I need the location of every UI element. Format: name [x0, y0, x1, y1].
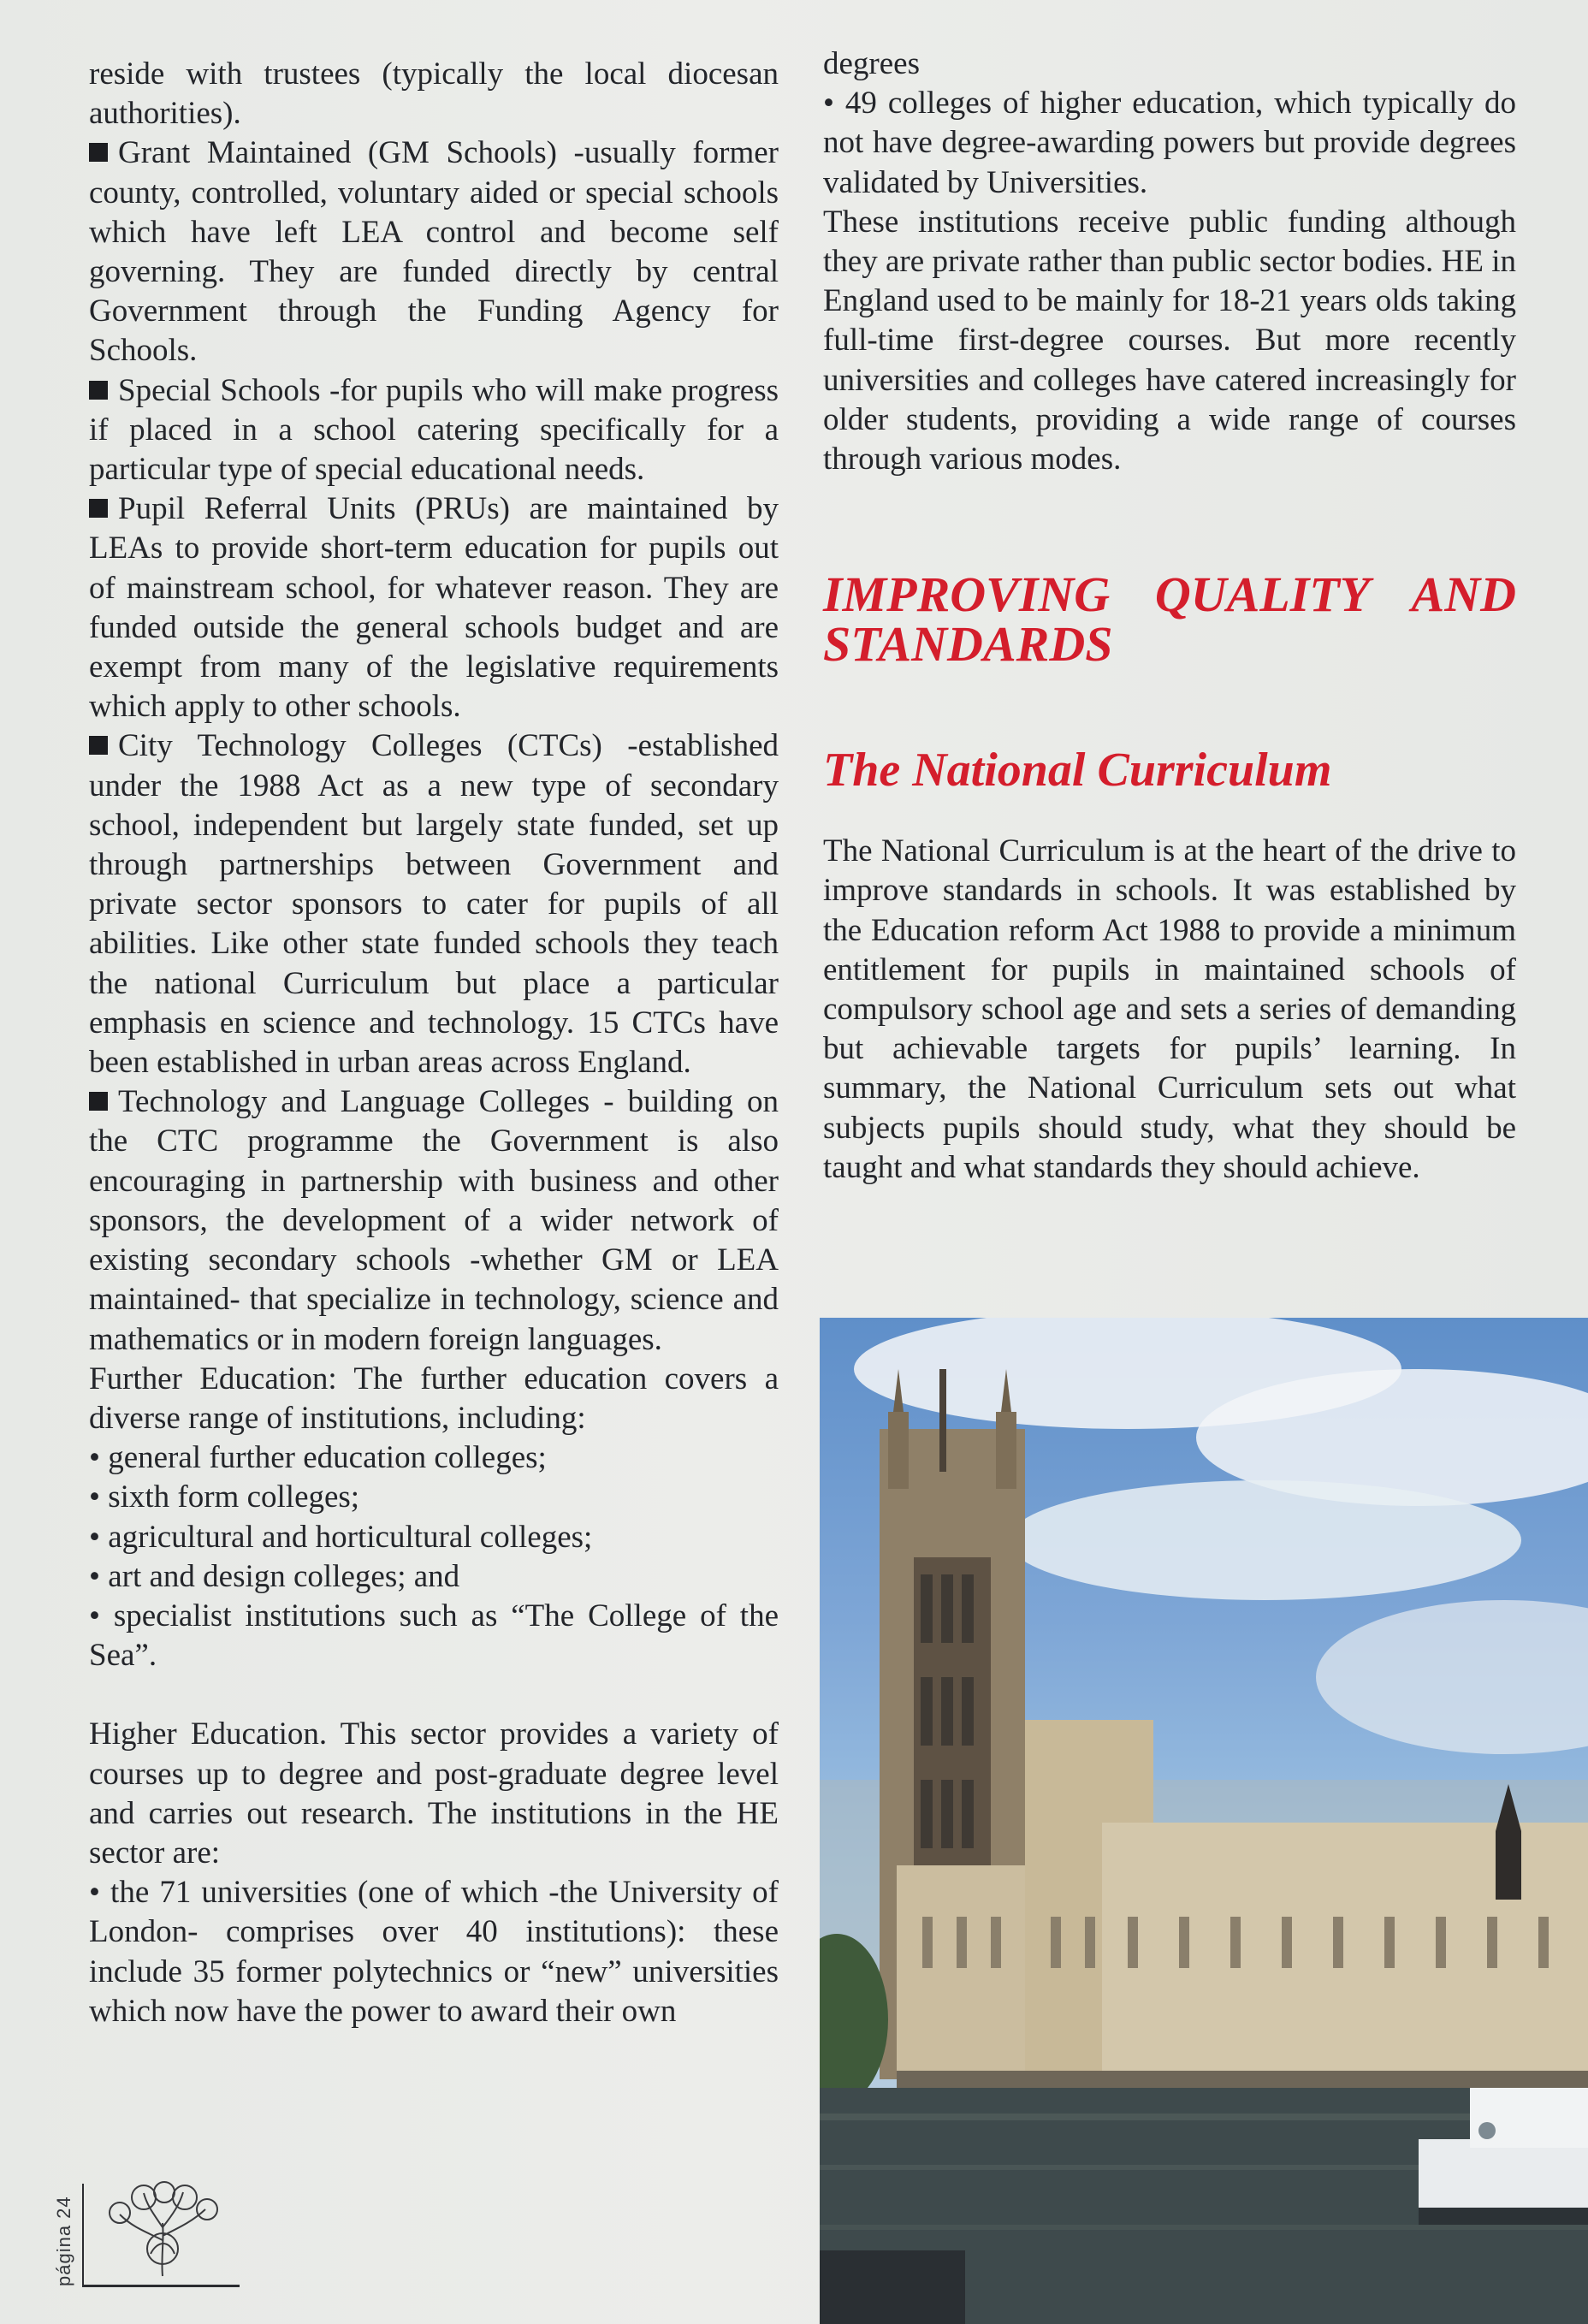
square-bullet-icon	[89, 736, 108, 755]
bullet-item	[89, 133, 779, 371]
bullet-text: Special Schools -for pupils who will make progress if placed in a school catering specifically for a particular type of special educational needs.	[89, 372, 779, 488]
list-item: • specialist institutions such as “The College of the Sea”.	[89, 1598, 779, 1674]
bullet-item	[89, 1082, 779, 1359]
subsection-heading: The National Curriculum	[823, 744, 1332, 797]
footer-rule	[82, 2285, 240, 2287]
list-item: • 49 colleges of higher education, which typically do not have degree-awarding powers but provide degrees validated by Universities.	[823, 86, 1516, 200]
paragraph: The National Curriculum is at the heart of the drive to improve standards in schools. It was established by the Education reform Act 1988 to provide a minimum entitlement for pupils in maintained schools of compulsory school age and sets a series of demanding but achievable targets for pupils’ learning. In summary, the National Curriculum sets out what subjects pupils should study, what they should be taught and what standards they should achieve.	[823, 833, 1516, 1185]
bullet-item	[89, 371, 779, 490]
tree-logo-icon	[94, 2180, 231, 2281]
right-column	[823, 44, 1516, 1188]
continued-text: degrees	[823, 46, 920, 81]
square-bullet-icon	[89, 499, 108, 518]
list-item: • agricultural and horticultural colleges;	[89, 1519, 593, 1555]
paragraph: Further Education: The further education covers a diverse range of institutions, including:	[89, 1361, 779, 1436]
bullet-text: Technology and Language Colleges - building on the CTC programme the Government is also encouraging in partnership with business and other sponsors, the development of a wider network of existing secondary schools -whether GM or LEA maintained- that specialize in technology, science and mathematics or in modern foreign languages.	[89, 1084, 779, 1357]
square-bullet-icon	[89, 1092, 108, 1111]
footer-rule	[82, 2184, 84, 2286]
list-item: • art and design colleges; and	[89, 1558, 460, 1594]
bullet-item	[89, 726, 779, 1082]
list-item: • the 71 universities (one of which -the University of London- comprises over 40 institutions): these include 35 former polytechnics or “new” universities which now have the power to award their own	[89, 1875, 779, 2029]
bullet-item	[89, 489, 779, 726]
page-number: página 24	[53, 2196, 74, 2286]
left-column	[89, 55, 779, 2031]
square-bullet-icon	[89, 143, 108, 162]
section-heading: IMPROVING QUALITY AND STANDARDS	[823, 566, 1516, 673]
bullet-text: Grant Maintained (GM Schools) -usually former county, controlled, voluntary aided or special schools which have left LEA control and become self governing. They are funded directly by central Government through the Funding Agency for Schools.	[89, 135, 779, 369]
paragraph: Higher Education. This sector provides a variety of courses up to degree and post-graduate degree level and carries out research. The institutions in the HE sector are:	[89, 1716, 779, 1870]
list-item: • sixth form colleges;	[89, 1479, 360, 1515]
paragraph: These institutions receive public funding although they are private rather than public sector bodies. HE in England used to be mainly for 18-21 years olds taking full-time first-degree courses. But more recently universities and colleges have catered increasingly for older students, providing a wide range of courses through various modes.	[823, 204, 1516, 477]
paragraph: reside with trustees (typically the local diocesan authorities).	[89, 56, 779, 132]
parliament-photo	[820, 1318, 1588, 2324]
bullet-text: Pupil Referral Units (PRUs) are maintained by LEAs to provide short-term education for pupils out of mainstream school, for whatever reason. They are funded outside the general schools budget and are exempt from many of the legislative requirements which apply to other schools.	[89, 491, 779, 725]
square-bullet-icon	[89, 381, 108, 400]
list-item: • general further education colleges;	[89, 1440, 547, 1476]
bullet-text: City Technology Colleges (CTCs) -established under the 1988 Act as a new type of secondary school, independent but largely state funded, set up through partnerships between Government and private sector sponsors to cater for pupils of all abilities. Like other state funded schools they teach the national Curriculum but place a particular emphasis en science and technology. 15 CTCs have been established in urban areas across England.	[89, 728, 779, 1081]
